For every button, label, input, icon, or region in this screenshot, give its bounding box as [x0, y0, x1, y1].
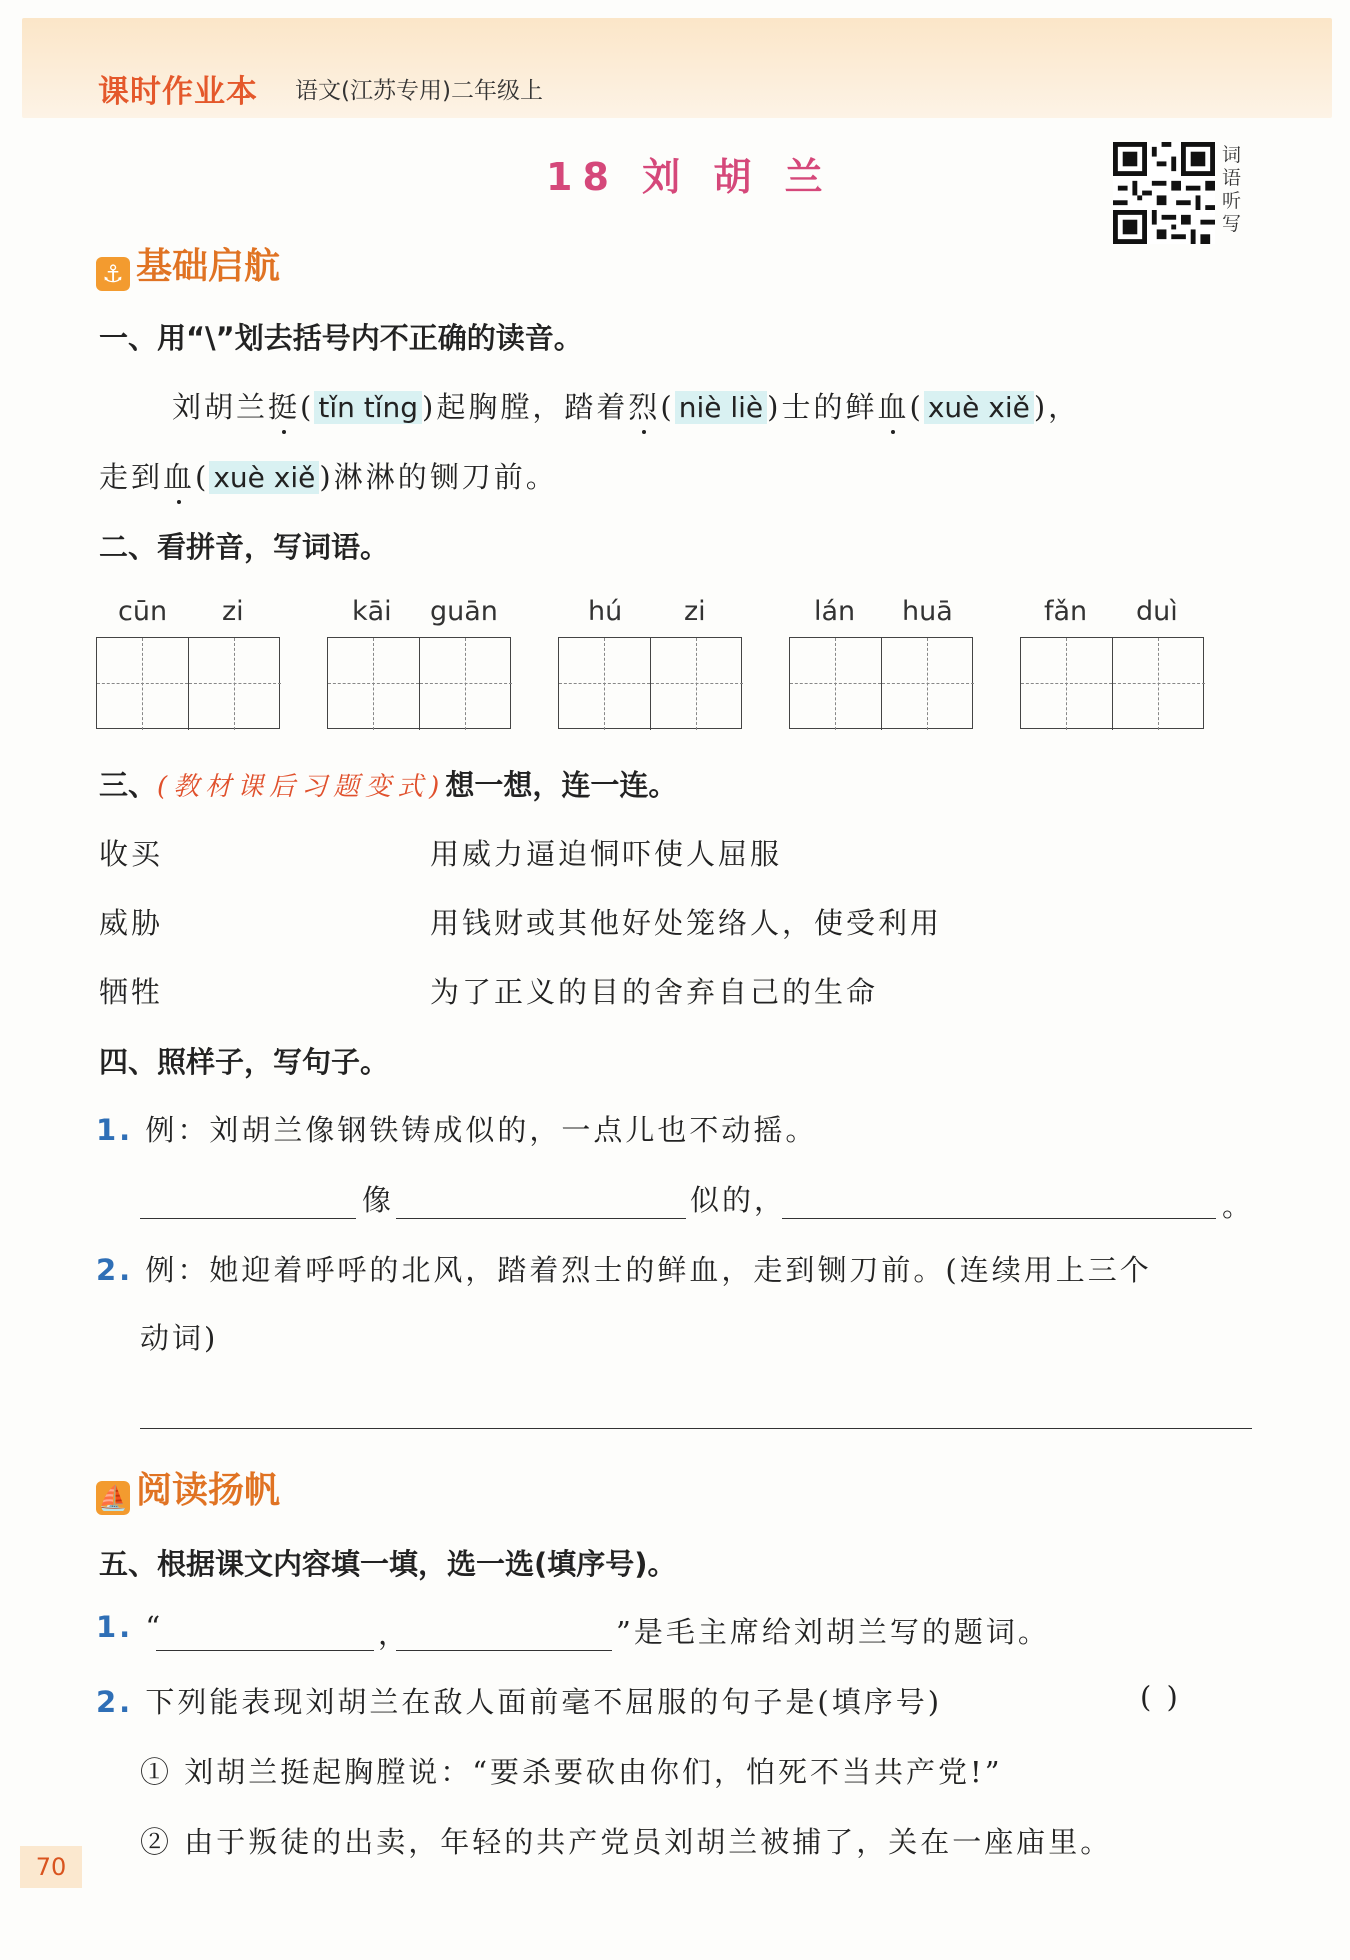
example-sentence-cont: 动词)	[140, 1321, 219, 1355]
pinyin-label: cūn	[118, 596, 168, 627]
match-definition[interactable]: 为了正义的目的舍弃自己的生命	[430, 975, 879, 1009]
section-reading-title: 阅读扬帆	[136, 1470, 281, 1511]
quote-open: “	[145, 1610, 164, 1644]
anchor-icon: ⚓	[96, 257, 130, 291]
answer-blank[interactable]	[782, 1218, 1216, 1219]
q5-title: 五、根据课文内容填一填，选一选(填序号)。	[99, 1547, 677, 1581]
fill-word: 像	[362, 1183, 395, 1217]
pinyin-choice[interactable]: xuè xiě	[924, 391, 1034, 424]
pinyin-label: huā	[902, 596, 953, 627]
answer-blank[interactable]	[396, 1650, 612, 1651]
q3-prefix: 三、	[99, 768, 158, 802]
q1-title: 一、用“\”划去括号内不正确的读音。	[99, 321, 583, 355]
q3-title-rest: 想一想，连一连。	[445, 768, 678, 802]
answer-blank[interactable]	[156, 1650, 374, 1651]
item-number: 2.	[96, 1253, 134, 1287]
pinyin-choice[interactable]: niè liè	[675, 391, 767, 424]
writing-grid[interactable]	[96, 637, 280, 729]
q1-text: )士的鲜血(	[767, 390, 924, 424]
qr-caption: 词语听写	[1222, 144, 1242, 235]
match-definition[interactable]: 用威力逼迫恫吓使人屈服	[430, 837, 783, 871]
q1-line2	[99, 455, 558, 496]
item-number: 1.	[96, 1113, 134, 1147]
example-sentence: 例：她迎着呼呼的北风，踏着烈士的鲜血，走到铡刀前。(连续用上三个	[145, 1253, 1152, 1287]
item-number: 2.	[96, 1685, 134, 1719]
answer-blank[interactable]	[140, 1218, 356, 1219]
pinyin-label: zi	[684, 596, 706, 627]
answer-blank[interactable]	[140, 1428, 1252, 1429]
match-word[interactable]: 牺牲	[99, 975, 164, 1009]
item-number: 1.	[96, 1610, 134, 1644]
brand-title: 课时作业本	[98, 74, 258, 110]
q5-sentence-1: ”是毛主席给刘胡兰写的题词。	[616, 1615, 1050, 1649]
pinyin-label: zi	[222, 596, 244, 627]
writing-grid[interactable]	[558, 637, 742, 729]
answer-paren[interactable]: ( )	[1140, 1680, 1181, 1714]
section-basic-title: 基础启航	[136, 246, 281, 287]
q1-text: 走到血(	[99, 460, 210, 494]
answer-blank[interactable]	[396, 1218, 686, 1219]
match-word[interactable]: 威胁	[99, 906, 164, 940]
q1-text: )起胸膛，踏着烈(	[422, 390, 675, 424]
lesson-title: 18 刘 胡 兰	[546, 155, 833, 199]
option-1: ① 刘胡兰挺起胸膛说：“要杀要砍由你们，怕死不当共产党!”	[140, 1755, 1003, 1789]
pinyin-label: duì	[1136, 596, 1178, 627]
pinyin-label: guān	[430, 596, 498, 627]
fill-word: 似的，	[690, 1183, 787, 1217]
page-number: 70	[20, 1846, 82, 1888]
q5-item-1	[96, 1610, 163, 1644]
section-basic	[96, 238, 280, 291]
q4-title: 四、照样子，写句子。	[99, 1045, 390, 1079]
match-word[interactable]: 收买	[99, 837, 164, 871]
pinyin-label: fǎn	[1044, 596, 1088, 627]
writing-grid[interactable]	[1020, 637, 1204, 729]
textbook-tag: (教材课后习题变式)	[157, 772, 446, 802]
q1-text: )淋淋的铡刀前。	[319, 460, 558, 494]
pinyin-choice[interactable]: tǐn tǐng	[314, 391, 422, 424]
q2-title: 二、看拼音，写词语。	[99, 530, 390, 564]
sailboat-icon: ⛵	[96, 1481, 130, 1515]
pinyin-label: lán	[814, 596, 856, 627]
pinyin-choice[interactable]: xuè xiě	[209, 461, 319, 494]
subject-label: 语文(江苏专用)二年级上	[295, 78, 543, 104]
q1-line1	[172, 385, 1080, 426]
comma: ，	[378, 1617, 411, 1651]
q4-example-1	[96, 1108, 817, 1149]
pinyin-label: kāi	[352, 596, 392, 627]
q1-text: )，	[1033, 390, 1081, 424]
q5-item-2	[96, 1680, 942, 1721]
section-reading	[96, 1462, 280, 1515]
example-sentence: 例：刘胡兰像钢铁铸成似的，一点儿也不动摇。	[145, 1113, 818, 1147]
q4-example-2	[96, 1248, 1152, 1289]
qr-code-icon[interactable]	[1113, 142, 1215, 244]
writing-grid[interactable]	[327, 637, 511, 729]
option-2: ② 由于叛徒的出卖，年轻的共产党员刘胡兰被捕了，关在一座庙里。	[140, 1825, 1113, 1859]
q3-title	[99, 763, 677, 804]
q5-sentence-2: 下列能表现刘胡兰在敌人面前毫不屈服的句子是(填序号)	[145, 1685, 943, 1719]
fill-end: 。	[1222, 1189, 1255, 1223]
writing-grid[interactable]	[789, 637, 973, 729]
pinyin-label: hú	[588, 596, 623, 627]
q1-text: 刘胡兰挺(	[172, 390, 315, 424]
match-definition[interactable]: 用钱财或其他好处笼络人，使受利用	[430, 906, 943, 940]
